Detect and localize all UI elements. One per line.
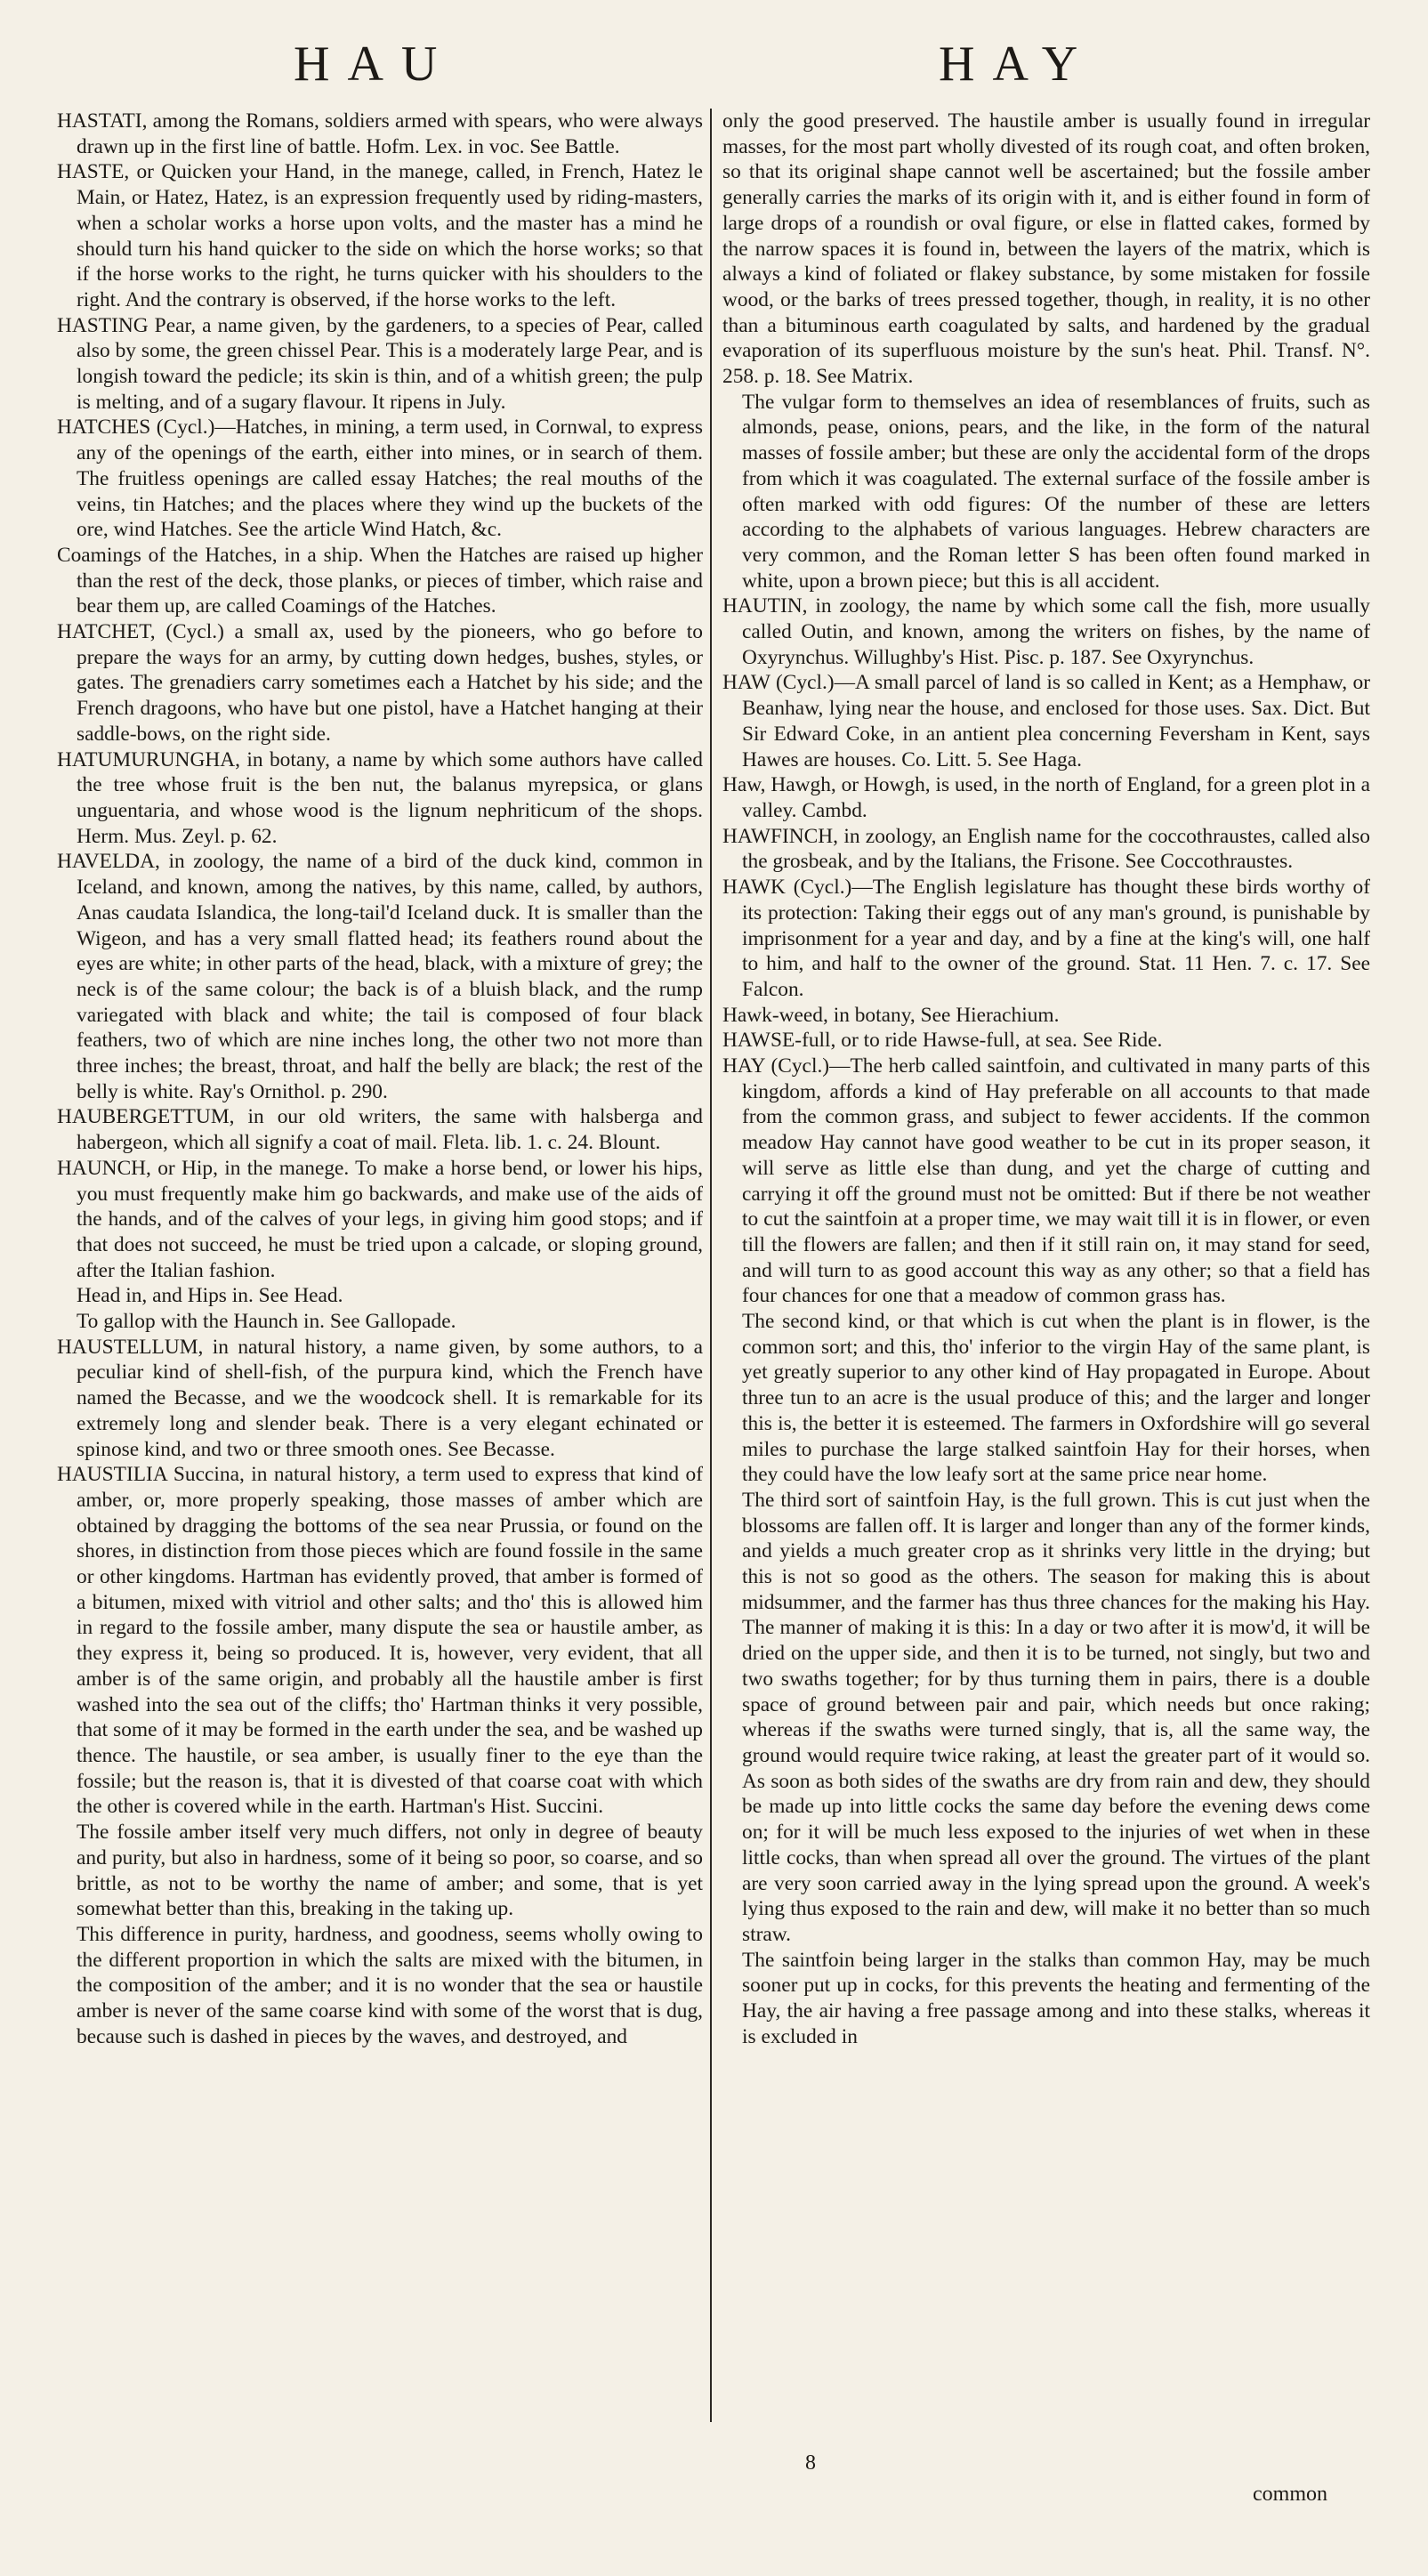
page-number: 8 bbox=[805, 2451, 816, 2475]
dictionary-entry: HAVELDA, in zoology, the name of a bird of the duck kind, common in Iceland, and known, among the natives, by this name, called, by authors, Anas caudata Islandica, the long-tail'd Iceland duck. It is smaller than the Wigeon, and has a very small flatted head; its feathers round about the eyes are white; in other parts of the head, black, with a mixture of grey; the neck is of the same colour; the back is of a bluish black, and the rump variegated with black and white; the tail is composed of four black feathers, two of which are nine inches long, the other two not more than three inches; the breast, throat, and half the belly are black; the rest of the belly is white. Ray's Ornithol. p. 290. bbox=[57, 850, 703, 1103]
dictionary-entry: HATCHES (Cycl.)—Hatches, in mining, a term used, in Cornwal, to express any of the openings of the earth, either into mines, or in search of them. The fruitless openings are called essay Hatches; the real mouths of the veins, tin Hatches; and the places where they wind up the buckets of the ore, wind Hatches. See the article Wind Hatch, &c. bbox=[57, 416, 703, 542]
paragraph: The third sort of saintfoin Hay, is the full grown. This is cut just when the blossoms are fallen off. It is larger and longer than any of the former kinds, and yields a much greater crop as it shrinks very little in the drying; but this is not so good as the others. The season for making this is about midsummer, and the farmer has thus three chances for the making his Hay. The manner of making it is this: In a day or two after it is mow'd, it will be dried on the upper side, and then it is to be turned, not singly, but two and two swaths together; for by thus turning them in pairs, there is a double space of ground between pair and pair, which needs but once raking; whereas if the swaths were turned singly, that is, all the same way, the ground would require twice raking, at least the greater part of it would so. As soon as both sides of the swaths are dry from rain and dew, they should be made up into little cocks the same day before the evening dews come on; for it will be much less exposed to the injuries of wet when in these little cocks, than when spread all over the ground. The virtues of the plant are very soon carried away in the lying spread upon the ground. A week's lying thus exposed to the rain and dew, will make it no better than so much straw. bbox=[742, 1488, 1370, 1946]
catchword: common bbox=[1253, 2483, 1327, 2506]
dictionary-entry: HAUSTILIA Succina, in natural history, a term used to express that kind of amber, or, more properly speaking, those masses of amber which are obtained by dragging the bottoms of the sea near Prussia, or found on the shores, in distinction from those pieces which are found fossile in the same or other kingdoms. Hartman has evidently proved, that amber is formed of a bitumen, mixed with vitriol and other salts; and tho' this is allowed him in regard to the fossile amber, many dispute the sea or haustile amber, as they express it, being so produced. It is, however, very evident, that all amber is of the same origin, and probably all the haustile amber is first washed into the sea out of the cliffs; tho' Hartman thinks it very possible, that some of it may be formed in the earth under the sea, and be washed up thence. The haustile, or sea amber, is usually finer to the eye than the fossile; but the reason is, that it is divested of that coarse coat with which the other is covered while in the earth. Hartman's Hist. Succini. bbox=[57, 1463, 703, 1819]
paragraph: Head in, and Hips in. See Head. bbox=[77, 1284, 343, 1308]
paragraph: The vulgar form to themselves an idea of resemblances of fruits, such as almonds, pease, onions, pears, and the like, in the form of the natural masses of fossile amber; but these are only the accidental form of the drops from which it was coagulated. The external surface of the fossile amber is often marked with odd figures: Of the number of these are letters according to the alphabets of various languages. Hebrew characters are very common, and the Roman letter S has been often found marked in white, upon a brown piece; but this is all accident. bbox=[742, 390, 1370, 593]
dictionary-entry: HAWFINCH, in zoology, an English name for the coccothraustes, called also the grosbeak, and by the Italians, the Frisone. See Coccothraustes. bbox=[722, 824, 1370, 874]
dictionary-entry: HASTING Pear, a name given, by the gardeners, to a species of Pear, called also by some, the green chissel Pear. This is a moderately large Pear, and is longish toward the pedicle; its skin is thin, and of a whitish green; the pulp is melting, and of a sugary flavour. It ripens in July. bbox=[57, 313, 703, 414]
dictionary-entry: HAUTIN, in zoology, the name by which some call the fish, more usually called Outin, and known, among the writers on fishes, by the name of Oxyrynchus. Willughby's Hist. Pisc. p. 187. See Oxyrynchus. bbox=[722, 594, 1370, 669]
paragraph: The second kind, or that which is cut when the plant is in flower, is the common sort; and this, tho' inferior to the virgin Hay of the same plant, is yet greatly superior to any other kind of Hay propagated in Europe. About three tun to an acre is the usual produce of this; and the larger and longer this is, the better it is esteemed. The farmers in Oxfordshire will go several miles to purchase the large stalked saintfoin Hay for their horses, when they could have the low leafy sort at the same price near home. bbox=[742, 1310, 1370, 1487]
right-column bbox=[722, 109, 1370, 2475]
paragraph: The fossile amber itself very much differs, not only in degree of beauty and purity, but also in hardness, some of it being so poor, so coarse, and so brittle, as not to be worthy the name of amber; and some, that is yet somewhat better than this, breaking in the taking up. bbox=[77, 1821, 703, 1921]
running-head-right: HAY bbox=[939, 36, 1096, 92]
dictionary-entry: Hawk-weed, in botany, See Hierachium. bbox=[722, 1003, 1060, 1027]
paragraph: The saintfoin being larger in the stalks than common Hay, may be much sooner put up in cocks, for this prevents the heating and fermenting of the Hay, the air having a free passage among and into these stalks, whereas it is excluded in bbox=[742, 1948, 1370, 2048]
dictionary-entry: HATCHET, (Cycl.) a small ax, used by the pioneers, who go before to prepare the ways for an army, by cutting down hedges, bushes, styles, or gates. The grenadiers carry sometimes each a Hatchet by his side; and the French dragoons, who have but one pistol, have a Hatchet hanging at their saddle-bows, on the right side. bbox=[57, 620, 703, 746]
column-divider bbox=[710, 109, 712, 2422]
paragraph: This difference in purity, hardness, and goodness, seems wholly owing to the different proportion in which the salts are mixed with the bitumen, in the composition of the amber; and it is no wonder that the sea or haustile amber is never of the same coarse kind with some of the worst that is dug, because such is dashed in pieces by the waves, and destroyed, and bbox=[77, 1922, 703, 2048]
dictionary-entry: HAUBERGETTUM, in our old writers, the same with halsberga and habergeon, which all signify a coat of mail. Fleta. lib. 1. c. 24. Blount. bbox=[57, 1105, 703, 1155]
dictionary-entry: HAUNCH, or Hip, in the manege. To make a horse bend, or lower his hips, you must frequently make him go backwards, and make use of the aids of the hands, and of the calves of your legs, in giving him good stops; and if that does not succeed, he must be tried upon a calcade, or sloping ground, after the Italian fashion. bbox=[57, 1156, 703, 1282]
dictionary-entry: HAWSE-full, or to ride Hawse-full, at sea. See Ride. bbox=[722, 1029, 1163, 1053]
paragraph: only the good preserved. The haustile amber is usually found in irregular masses, for the most part wholly divested of its rough coat, and often broken, so that its original shape cannot well be ascertained; but the fossile amber generally carries the marks of its origin with it, and is either found in form of large drops of a roundish or oval figure, or else in flatted cakes, formed by the narrow spaces it is found in, between the layers of the matrix, which is always a kind of foliated or flakey substance, by some mistaken for fossile wood, or the barks of trees pressed together, though, in reality, it is no other than a bituminous earth coagulated by salts, and hardened by the gradual evaporation of its superfluous moisture by the sun's heat. Phil. Transf. N°. 258. p. 18. See Matrix. bbox=[722, 109, 1370, 389]
paragraph: To gallop with the Haunch in. See Gallopade. bbox=[77, 1310, 456, 1334]
running-head bbox=[0, 36, 1428, 98]
dictionary-entry: Coamings of the Hatches, in a ship. When the Hatches are raised up higher than the rest of the deck, those planks, or pieces of timber, which raise and bear them up, are called Coamings of the Hatches. bbox=[57, 543, 703, 618]
dictionary-entry: HAWK (Cycl.)—The English legislature has thought these birds worthy of its protection: Taking their eggs out of any man's ground, is punishable by imprisonment for a year and day, and by a fine at the king's will, one half to him, and half to the owner of the ground. Stat. 11 Hen. 7. c. 17. See Falcon. bbox=[722, 876, 1370, 1001]
dictionary-entry: HAUSTELLUM, in natural history, a name given, by some authors, to a peculiar kind of shell-fish, of the purpura kind, which the French have named the Becasse, and we the woodcock shell. It is remarkable for its extremely long and slender beak. There is a very elegant echinated or spinose kind, and two or three smooth ones. See Becasse. bbox=[57, 1335, 703, 1461]
dictionary-entry: HAW (Cycl.)—A small parcel of land is so called in Kent; as a Hemphaw, or Beanhaw, lying near the house, and enclosed for those uses. Sax. Dict. But Sir Edward Coke, in an antient plea concerning Feversham in Kent, says Hawes are houses. Co. Litt. 5. See Haga. bbox=[722, 671, 1370, 771]
running-head-left: HAU bbox=[294, 36, 456, 92]
left-column bbox=[57, 109, 703, 2475]
dictionary-entry: HASTE, or Quicken your Hand, in the manege, called, in French, Hatez le Main, or Hatez, Hatez, is an expression frequently used by riding-masters, when a scholar works a horse upon volts, and the master has a mind he should turn his hand quicker to the side on which the horse works; so that if the horse works to the right, he turns quicker with his shoulders to the right. And the contrary is observed, if the horse works to the left. bbox=[57, 160, 703, 311]
dictionary-entry: HATUMURUNGHA, in botany, a name by which some authors have called the tree whose fruit is the ben nut, the balanus myrepsica, or glans unguentaria, and whose wood is the lignum nephriticum of the shops. Herm. Mus. Zeyl. p. 62. bbox=[57, 747, 703, 848]
dictionary-entry: HAY (Cycl.)—The herb called saintfoin, and cultivated in many parts of this kingdom, affords a kind of Hay preferable on all accounts to that made from the common grass, and subject to fewer accidents. If the common meadow Hay cannot have good weather to be cut in its proper season, it will serve as little else than dung, and yet the charge of cutting and carrying it off the ground must not be omitted: But if there be not weather to cut the saintfoin at a proper time, we may wait till it is in flower, or even till the flowers are fallen; and then if it still rain on, it may stand for seed, and will turn to as good account this way as any other; so that a field has four chances for one that a meadow of common grass has. bbox=[722, 1054, 1370, 1308]
dictionary-entry: Haw, Hawgh, or Howgh, is used, in the north of England, for a green plot in a valley. Cambd. bbox=[722, 773, 1370, 822]
dictionary-entry: HASTATI, among the Romans, soldiers armed with spears, who were always drawn up in the first line of battle. Hofm. Lex. in voc. See Battle. bbox=[57, 109, 703, 158]
